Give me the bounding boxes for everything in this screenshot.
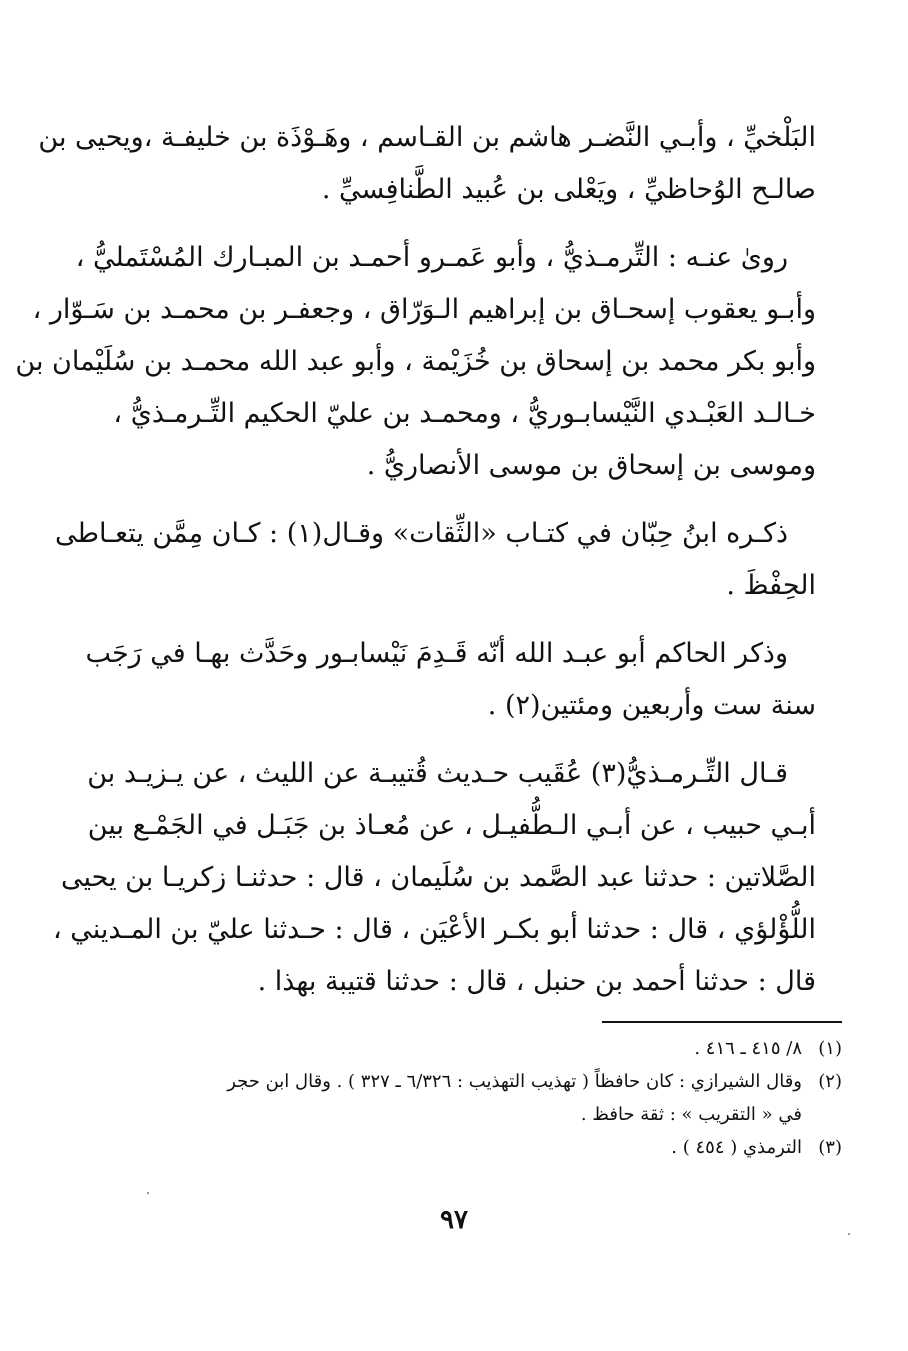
text-line: صالـح الوُحاظيِّ ، ويَعْلى بن عُبيد الطَّنافِسيِّ .: [321, 174, 816, 205]
footnote-3: [128, 1131, 842, 1164]
footnote-1: [128, 1032, 842, 1065]
footnote-2-continued: [128, 1098, 842, 1131]
text-line: البَلْخيِّ ، وأبـي النَّضـر هاشم بن القـاسم ، وهَـوْذَة بن خليفـة ،ويحيى بن: [38, 122, 816, 153]
text-line: أبـي حبيب ، عن أبـي الـطُّفيـل ، عن مُعـاذ بن جَبَـل في الجَمْـع بين: [87, 810, 816, 841]
paragraph-ibn-hibban: [55, 508, 816, 612]
text-line: روىٰ عنـه : التِّرمـذيُّ ، وأبو عَمـرو أحمـد بن المبـارك المُسْتَمليُّ ،: [75, 242, 788, 273]
text-line: خـالـد العَبْـدي النَّيْسابـوريُّ ، ومحمـد بن عليّ الحكيم التِّـرمـذيُّ ،: [113, 398, 816, 429]
main-text: [15, 112, 816, 1008]
scan-speck: [147, 1192, 149, 1194]
text-line: وذكر الحاكم أبو عبـد الله أنّه قَـدِمَ نَيْسابـور وحَدَّث بهـا في رَجَب: [85, 638, 788, 669]
text-line: وأبو بكر محمد بن إسحاق بن خُزَيْمة ، وأبو عبد الله محمـد بن سُلَيْمان بن: [15, 346, 816, 377]
text-line: الحِفْظَ .: [726, 570, 816, 601]
footnote-text: الترمذي ( ٤٥٤ ) .: [671, 1137, 802, 1158]
paragraph-tirmidhi: [52, 748, 816, 1008]
footnote-text: في « التقريب » : ثقة حافظ .: [580, 1104, 802, 1125]
text-line: قال : حدثنا أحمد بن حنبل ، قال : حدثنا قتيبة بهذا .: [257, 966, 816, 997]
text-line: قـال التِّـرمـذيُّ(٣) عُقَيب حـديث قُتيبـة عن الليث ، عن يـزيـد بن: [87, 758, 788, 789]
scan-speck: [848, 1233, 850, 1235]
page-number: ٩٧: [440, 1205, 468, 1235]
footnote-text: ٨/ ٤١٥ ـ ٤١٦ .: [694, 1038, 802, 1059]
text-line: ذكـره ابنُ حِبّان في كتـاب «الثِّقات» وقـال(١) : كـان مِمَّن يتعـاطى: [55, 518, 788, 549]
footnote-number: (١): [818, 1038, 842, 1059]
text-line: اللُّؤْلؤي ، قال : حدثنا أبو بكـر الأعْيَن ، قال : حـدثنا عليّ بن المـديني ،: [52, 914, 816, 945]
text-line: وموسى بن إسحاق بن موسى الأنصاريُّ .: [366, 450, 816, 481]
text-line: سنة ست وأربعين ومئتين(٢) .: [487, 690, 816, 721]
footnote-number: (٢): [818, 1071, 842, 1092]
text-line: الصَّلاتين : حدثنا عبد الصَّمد بن سُلَيمان ، قال : حدثنـا زكريـا بن يحيى: [60, 862, 816, 893]
footnote-2: [128, 1065, 842, 1098]
footnote-separator: [602, 1021, 842, 1023]
paragraph-students: [15, 232, 816, 492]
paragraph-hakim: [85, 628, 816, 732]
text-line: وأبـو يعقوب إسحـاق بن إبراهيم الـوَرّاق ، وجعفـر بن محمـد بن سَـوّار ،: [32, 294, 816, 325]
footnotes: [128, 1032, 842, 1164]
footnote-number: (٣): [818, 1137, 842, 1158]
footnote-text: وقال الشيرازي : كان حافظاً ( تهذيب التهذيب : ٦/٣٢٦ ـ ٣٢٧ ) . وقال ابن حجر: [227, 1071, 802, 1092]
paragraph-teachers: [38, 112, 816, 216]
